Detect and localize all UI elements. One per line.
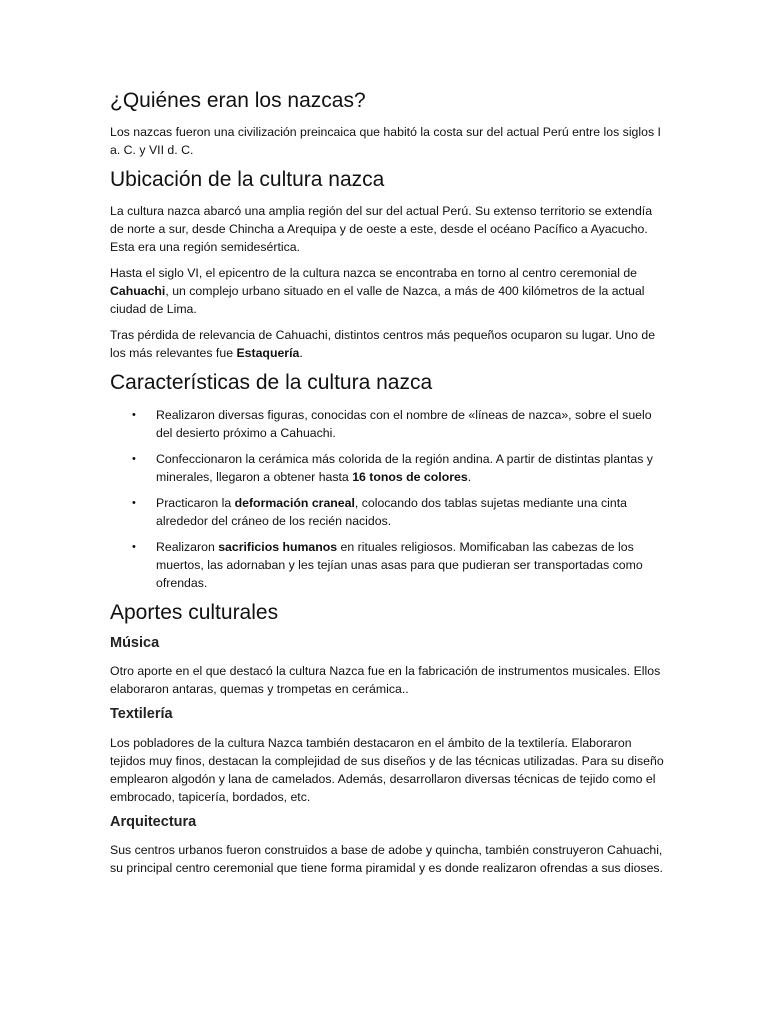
paragraph-architecture: Sus centros urbanos fueron construidos a base de adobe y quincha, también construyeron Cahuachi, su principal centro ceremonial que tiene forma piramidal y es donde realizaron ofrendas a sus dioses. xyxy=(110,842,663,875)
bold-term-cahuachi: Cahuachi xyxy=(110,284,166,299)
text-segment: Hasta el siglo VI, el epicentro de la cultura nazca se encontraba en torno al centro ceremonial de xyxy=(110,266,638,281)
paragraph-music: Otro aporte en el que destacó la cultura Nazca fue en la fabricación de instrumentos musicales. Ellos elaboraron antaras, quemas y trompetas en cerámica.. xyxy=(110,664,661,697)
heading-location: Ubicación de la cultura nazca xyxy=(110,168,385,192)
bullet-icon: • xyxy=(132,540,136,553)
bullet-icon: • xyxy=(132,496,136,509)
text-segment: , un complejo urbano situado en el valle de Nazca, a más de 400 kilómetros de la actual ciudad de Lima. xyxy=(110,284,645,317)
subheading-textiles: Textilería xyxy=(110,706,173,723)
subheading-architecture: Arquitectura xyxy=(110,813,197,830)
heading-intro: ¿Quiénes eran los nazcas? xyxy=(110,89,366,112)
paragraph-intro: Los nazcas fueron una civilización preincaica que habitó la costa sur del actual Perú entre los siglos I a. C. y VII d. C. xyxy=(110,125,661,158)
subheading-music: Música xyxy=(110,634,160,651)
text-segment: Practicaron la xyxy=(156,495,235,510)
text-segment: Confeccionaron la cerámica más colorida de la región andina. A partir de distintas plantas y minerales, llegaron a obtener hasta xyxy=(156,451,653,484)
heading-characteristics: Características de la cultura nazca xyxy=(110,371,433,395)
text-segment: Tras pérdida de relevancia de Cahuachi, distintos centros más pequeños ocuparon su lugar. Uno de los más relevantes fue xyxy=(110,328,656,361)
characteristics-list xyxy=(110,406,668,592)
text-segment: en rituales religiosos. Momificaban las cabezas de los muertos, las adornaban y les tejían unas asas para que pudieran ser transportadas como ofrendas. xyxy=(156,539,643,590)
list-item xyxy=(132,538,668,592)
paragraph-textiles: Los pobladores de la cultura Nazca también destacaron en el ámbito de la textilería. Elaboraron tejidos muy finos, destacan la complejidad de sus diseños y de las técnicas utilizadas. Para su diseño emplearon algodón y lana de camelados. Además, desarrollaron diversas técnicas de tejido como el embrocado, tapicería, bordados, etc. xyxy=(110,735,664,804)
bold-term-estaqueria: Estaquería xyxy=(236,346,300,361)
list-item xyxy=(132,406,668,442)
paragraph-location-2 xyxy=(110,264,668,318)
bullet-icon: • xyxy=(132,408,136,421)
text-segment: . xyxy=(299,346,303,361)
text-segment: . xyxy=(467,469,472,484)
text-segment: Realizaron xyxy=(156,539,219,554)
text-segment: , colocando dos tablas sujetas mediante una cinta alrededor del cráneo de los recién nacidos. xyxy=(156,495,627,528)
text-segment: Realizaron diversas figuras, conocidas con el nombre de «líneas de nazca», sobre el suelo del desierto próximo a Cahuachi. xyxy=(156,407,652,440)
list-item xyxy=(132,494,668,530)
bullet-icon: • xyxy=(132,452,136,465)
paragraph-location-3 xyxy=(110,326,668,362)
bold-term: deformación craneal xyxy=(234,495,355,510)
list-item xyxy=(132,450,668,486)
bold-term: sacrificios humanos xyxy=(218,539,338,554)
bold-term: 16 tonos de colores xyxy=(352,469,468,484)
heading-contributions: Aportes culturales xyxy=(110,600,279,624)
paragraph-location-1: La cultura nazca abarcó una amplia región del sur del actual Perú. Su extenso territorio se extendía de norte a sur, desde Chincha a Arequipa y de oeste a este, desde el océano Pacífico a Ayacucho. Esta era una región semidesértica. xyxy=(110,204,653,255)
